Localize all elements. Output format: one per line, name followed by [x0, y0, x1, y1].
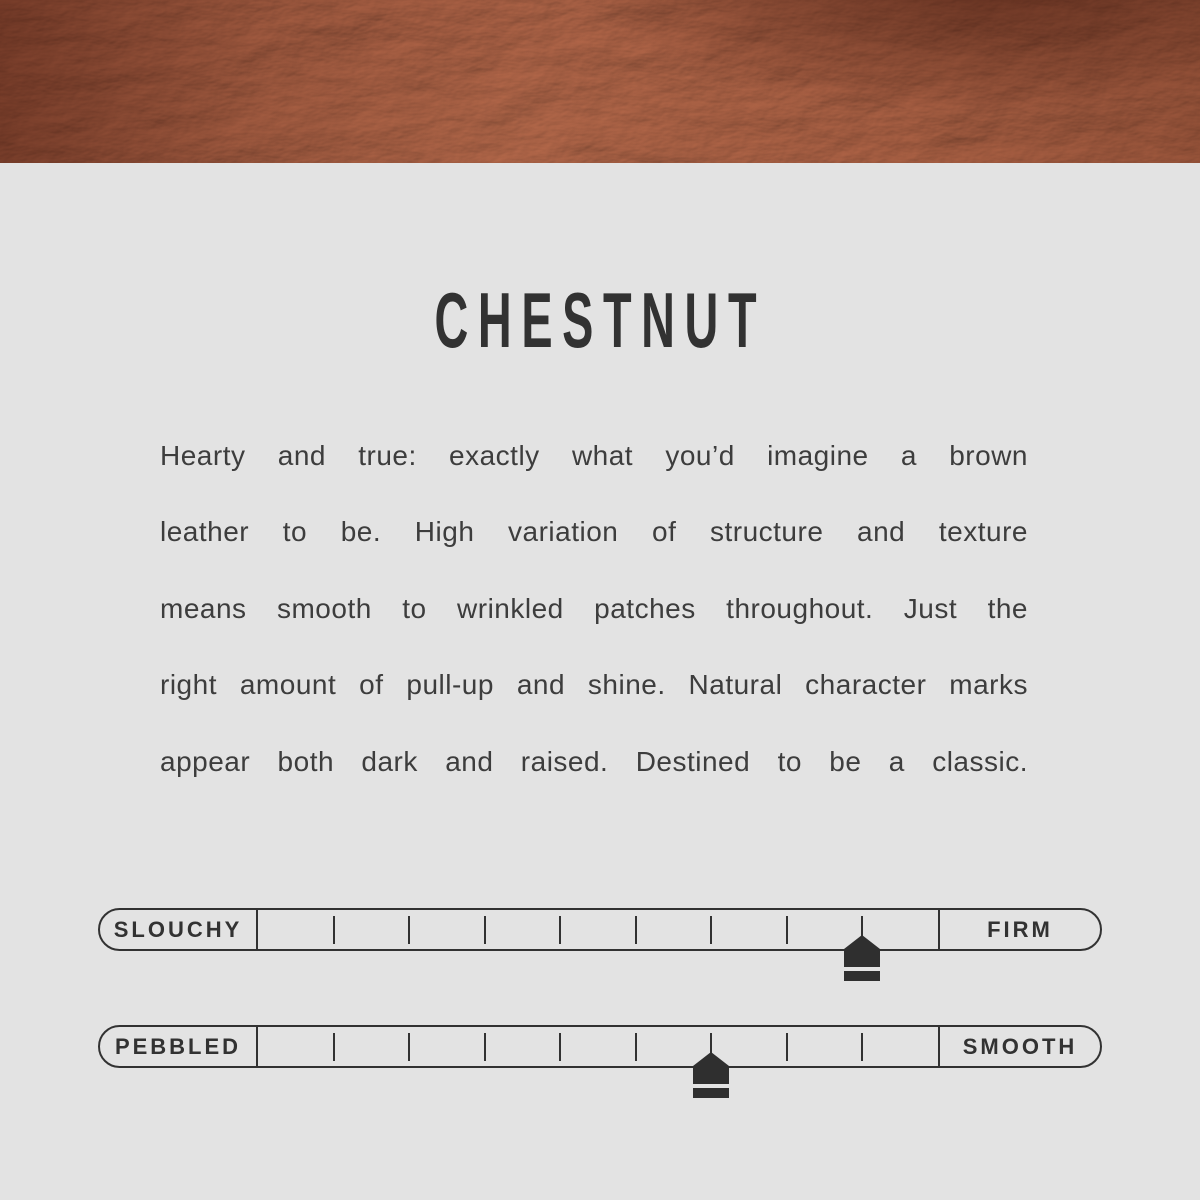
scale-tick [786, 916, 788, 944]
firmness-scale-track [258, 910, 938, 949]
scale-marker [692, 1052, 730, 1098]
page-title-text: CHESTNUT [434, 276, 766, 364]
texture-scale-track [258, 1027, 938, 1066]
scale-label-pebbled: PEBBLED [114, 1033, 242, 1059]
scale-tick [786, 1033, 788, 1061]
scale-tick [484, 916, 486, 944]
scale-tick [333, 916, 335, 944]
description-paragraph [160, 418, 1028, 800]
scale-tick [861, 1033, 863, 1061]
page-title [0, 276, 1200, 364]
texture-scale-right-label [938, 1027, 1100, 1066]
scale-tick [710, 916, 712, 944]
scale-label-firm: FIRM [987, 916, 1053, 942]
description-line: right amount of pull-up and shine. Natural character marks [160, 669, 1028, 701]
scale-tick [635, 1033, 637, 1061]
texture-scale-left-label [100, 1027, 258, 1066]
description-line: means smooth to wrinkled patches throughout. Just the [160, 592, 1028, 624]
scale-tick [484, 1033, 486, 1061]
description-line: leather to be. High variation of structure and texture [160, 516, 1028, 548]
firmness-scale-left-label [100, 910, 258, 949]
scale-tick [408, 916, 410, 944]
description-line: appear both dark and raised. Destined to be a classic. [160, 745, 1028, 777]
scale-label-slouchy: SLOUCHY [113, 916, 243, 942]
texture-scale [98, 1025, 1102, 1068]
description-line: Hearty and true: exactly what you’d imagine a brown [160, 440, 1028, 471]
scale-tick [559, 916, 561, 944]
scale-tick [635, 916, 637, 944]
scale-label-smooth: SMOOTH [962, 1033, 1078, 1059]
leather-texture-photo [0, 0, 1200, 163]
firmness-scale [98, 908, 1102, 951]
scale-tick [408, 1033, 410, 1061]
leather-shading-overlay [0, 0, 1200, 163]
firmness-scale-right-label [938, 910, 1100, 949]
scale-tick [559, 1033, 561, 1061]
scale-marker [843, 935, 881, 981]
scale-tick [333, 1033, 335, 1061]
